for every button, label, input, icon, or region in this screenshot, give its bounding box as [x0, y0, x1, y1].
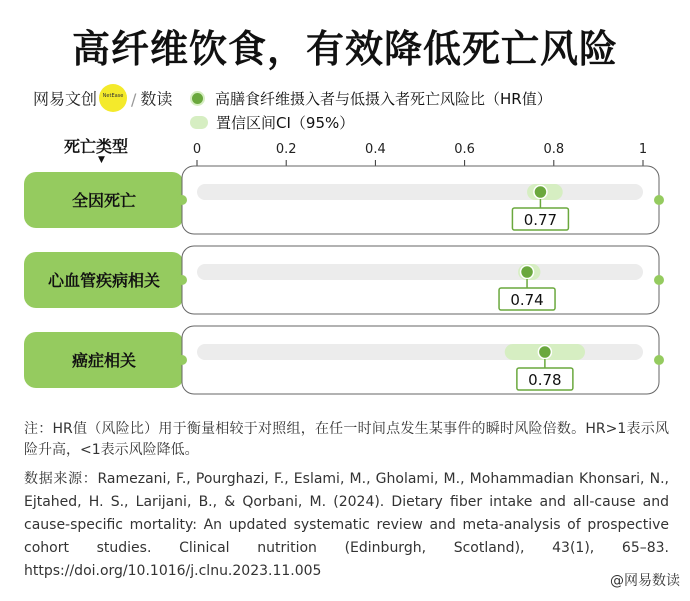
x-tick-label: 0.4: [365, 142, 386, 157]
page-title: 高纤维饮食，有效降低死亡风险: [71, 27, 618, 71]
card-notch-left: [177, 355, 187, 365]
column-arrow-icon: ▼: [98, 155, 105, 165]
x-tick-label: 0.8: [543, 142, 565, 157]
card-notch-right: [654, 355, 664, 365]
watermark: @网易数读: [610, 573, 680, 589]
legend-hr-label: 高膳食纤维摄入者与低摄入者死亡风险比（HR值）: [215, 89, 552, 108]
hr-value-label: 0.78: [528, 371, 562, 389]
card-notch-right: [654, 195, 664, 205]
hr-value-label: 0.77: [523, 211, 558, 229]
hr-point: [538, 346, 551, 359]
x-tick-label: 0.6: [454, 142, 475, 157]
row-track: [197, 184, 643, 200]
brand-section: 数读: [140, 89, 173, 109]
category-label: 全因死亡: [71, 191, 137, 210]
brand-name: 网易文创: [33, 89, 98, 109]
category-label: 癌症相关: [71, 351, 137, 370]
card-notch-right: [654, 275, 664, 285]
x-tick-label: 0.2: [275, 142, 297, 157]
card-notch-left: [177, 195, 187, 205]
hr-point: [521, 266, 534, 279]
footnote: 注：HR值（风险比）用于衡量相较于对照组，在任一时间点发生某事件的瞬时风险倍数。HR>1表示风险升高，<1表示风险降低。: [24, 421, 669, 458]
legend-ci-label: 置信区间CI（95%）: [216, 113, 355, 132]
hr-value-label: 0.74: [510, 291, 544, 309]
data-source: 数据来源：Ramezani, F., Pourghazi, F., Eslami, M., Gholami, M., Mohammadian Khonsari, N., Ejtahed, H. S., Larijani, B., & Qorbani, M. (2024). Dietary fiber intake and all-cause and cause-specific mortality: An updated systematic review and meta-analysis of prospective cohort studies. Clinical nutrition (Edinburgh, Scotland), 43(1), 65–83. https://doi.org/10.1016/j.clnu.2023.11.005: [24, 471, 669, 579]
brand-slash: /: [131, 89, 137, 109]
category-label: 心血管疾病相关: [47, 271, 161, 290]
brand-badge: NetEase: [102, 93, 124, 99]
column-header: 死亡类型: [64, 137, 129, 156]
x-tick-label: 1: [638, 142, 648, 157]
row-track: [197, 264, 643, 280]
x-tick-label: 0: [192, 142, 202, 157]
hr-point: [534, 186, 547, 199]
card-notch-left: [177, 275, 187, 285]
